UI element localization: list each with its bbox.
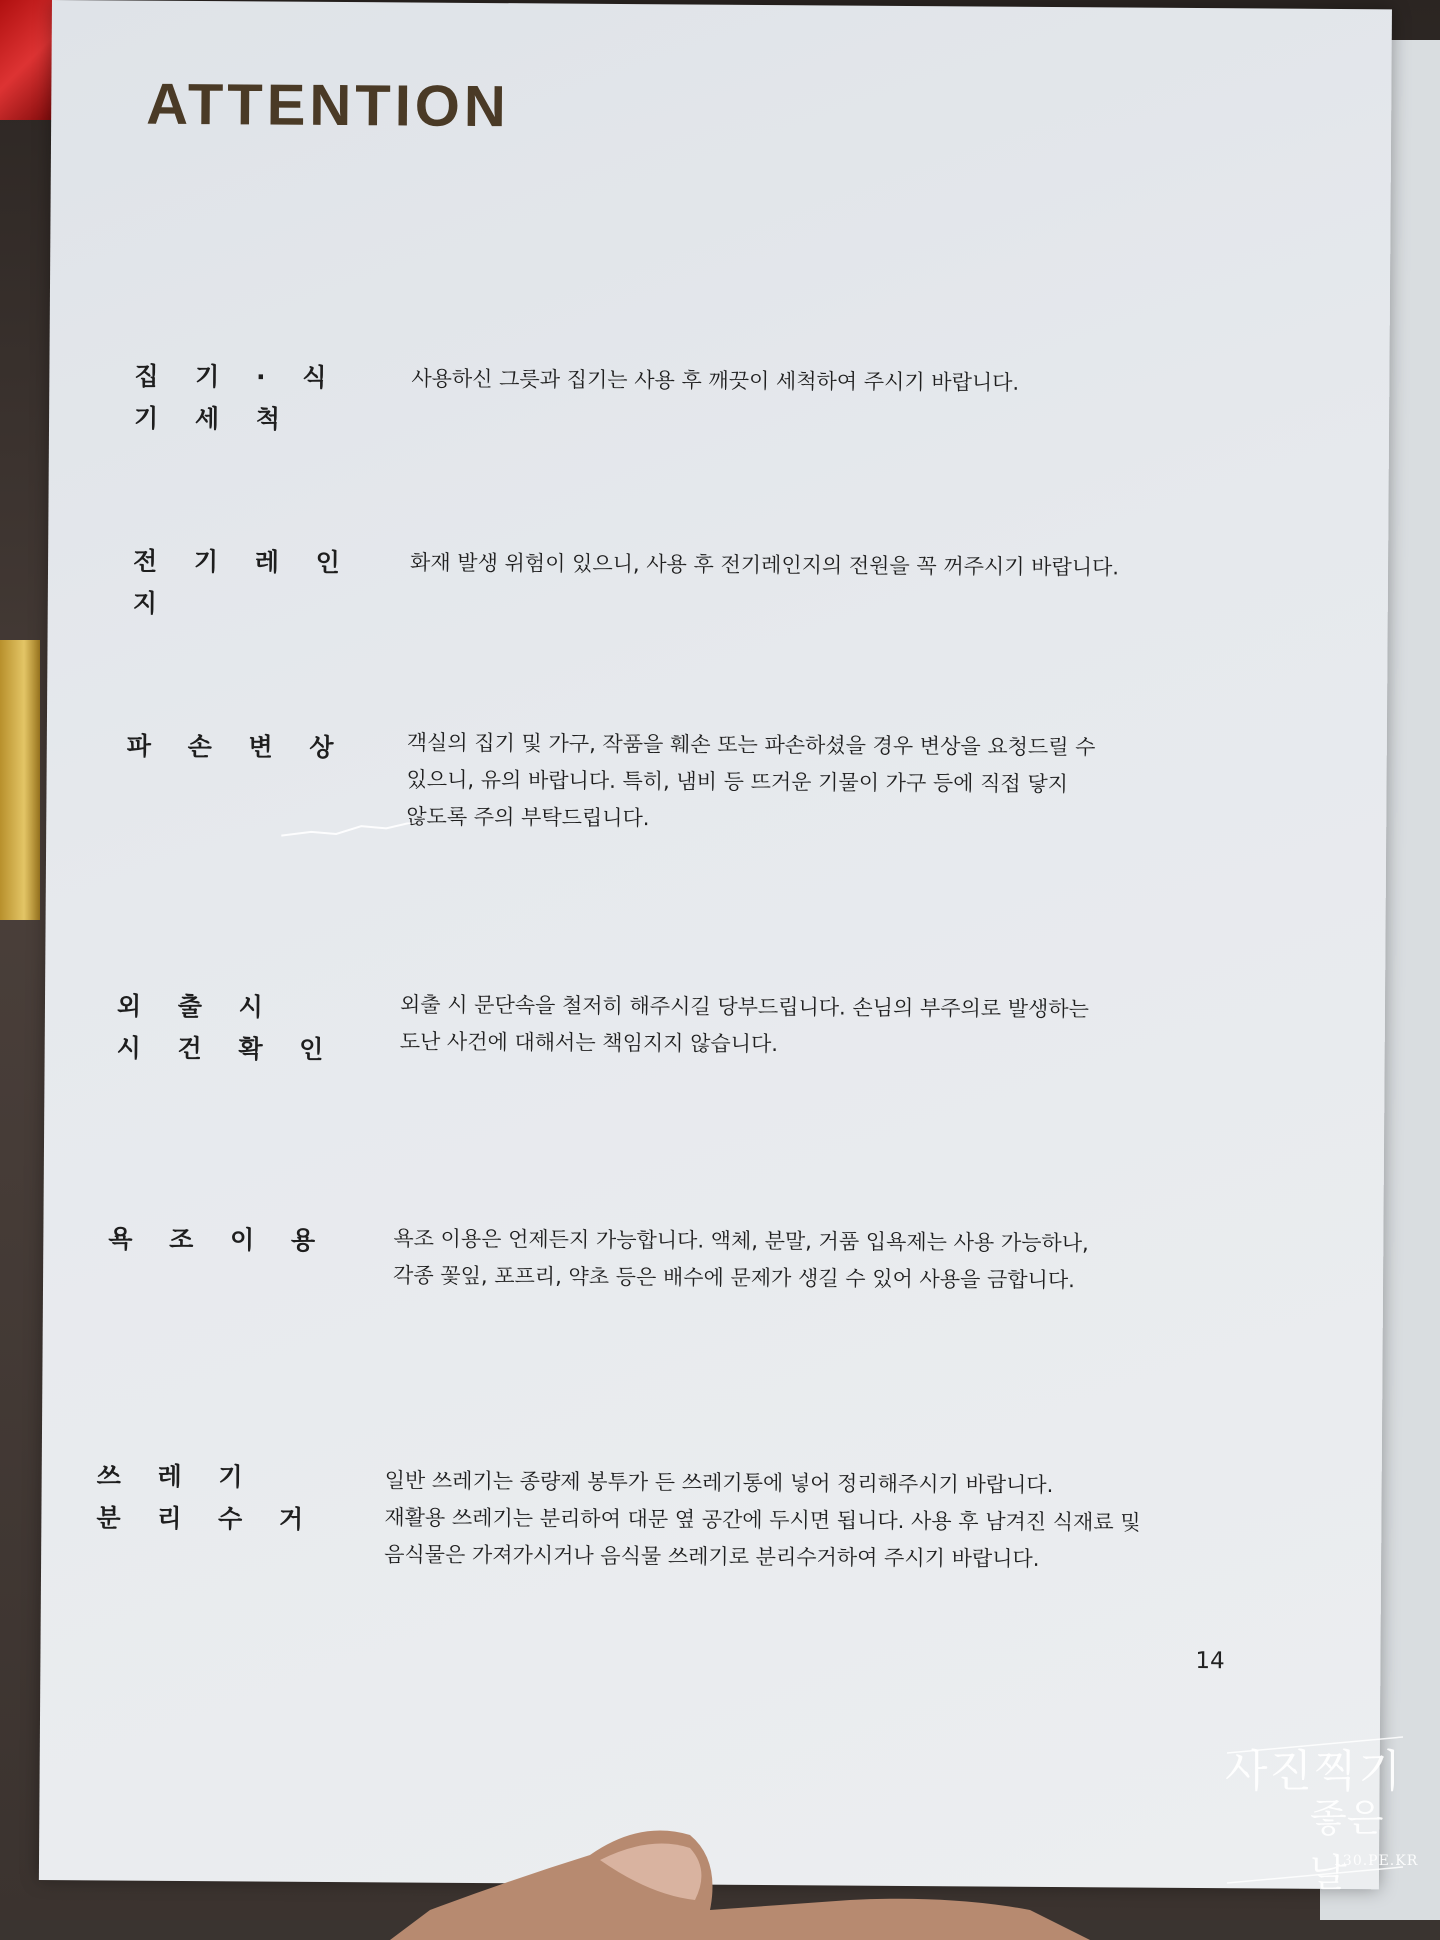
- thumb: [390, 1800, 1090, 1940]
- entry-label: 욕 조 이 용: [108, 1224, 330, 1255]
- entry-label: 집 기 · 식 기 세 척: [133, 361, 341, 434]
- page-title: ATTENTION: [146, 71, 511, 140]
- description-line: 사용하신 그릇과 집기는 사용 후 깨끗이 세척하여 주시기 바랍니다.: [411, 366, 1020, 395]
- entry-label: 파 손 변 상: [126, 731, 348, 763]
- entry-description: [410, 545, 1230, 588]
- description-line: 일반 쓰레기는 종량제 봉투가 든 쓰레기통에 넣어 정리해주시기 바랍니다.: [384, 1468, 1054, 1498]
- entry-label: 외 출 시 시 건 확 인: [116, 991, 338, 1065]
- entry-description: [384, 1462, 1285, 1579]
- entry-label: 쓰 레 기 분 리 수 거: [96, 1461, 318, 1534]
- entry-label: 전 기 레 인 지: [132, 546, 354, 618]
- description-line: 화재 발생 위험이 있으니, 사용 후 전기레인지의 전원을 꼭 꺼주시기 바랍니다.: [409, 550, 1120, 580]
- description-line: 외출 시 문단속을 철저히 해주시길 당부드립니다. 손님의 부주의로 발생하는: [399, 992, 1090, 1022]
- description-line: 않도록 주의 부탁드립니다.: [406, 804, 650, 831]
- description-line: 있으니, 유의 바랍니다. 특히, 냄비 등 뜨거운 기물이 가구 등에 직접 닿지: [406, 767, 1069, 797]
- description-line: 재활용 쓰레기는 분리하여 대문 옆 공간에 두시면 됩니다. 사용 후 남겨진 식재료 및: [384, 1505, 1141, 1535]
- page-number: 14: [1195, 1648, 1225, 1675]
- background-gold-object: [0, 640, 40, 920]
- booklet-page: [39, 0, 1392, 1889]
- description-line: 도난 사건에 대해서는 책임지지 않습니다.: [399, 1029, 779, 1057]
- watermark-text: 사진찍기: [1225, 1746, 1404, 1797]
- description-line: 객실의 집기 및 가구, 작품을 훼손 또는 파손하셨을 경우 변상을 요청드릴 수: [406, 730, 1096, 760]
- entry-description: [406, 724, 1227, 841]
- paper-crease: [281, 822, 411, 843]
- entry-description: [400, 986, 1220, 1066]
- watermark: [1225, 1735, 1419, 1895]
- entry-description: [411, 361, 1231, 404]
- description-line: 욕조 이용은 언제든지 가능합니다. 액체, 분말, 거품 입욕제는 사용 가능하나,: [393, 1226, 1089, 1256]
- watermark-text: 좋은날: [1310, 1796, 1384, 1895]
- watermark-url: 130.PE.KR: [1333, 1853, 1419, 1869]
- description-line: 음식물은 가져가시거나 음식물 쓰레기로 분리수거하여 주시기 바랍니다.: [384, 1542, 1040, 1571]
- entry-description: [393, 1220, 1213, 1300]
- description-line: 각종 꽃잎, 포프리, 약초 등은 배수에 문제가 생길 수 있어 사용을 금합니다.: [393, 1263, 1075, 1293]
